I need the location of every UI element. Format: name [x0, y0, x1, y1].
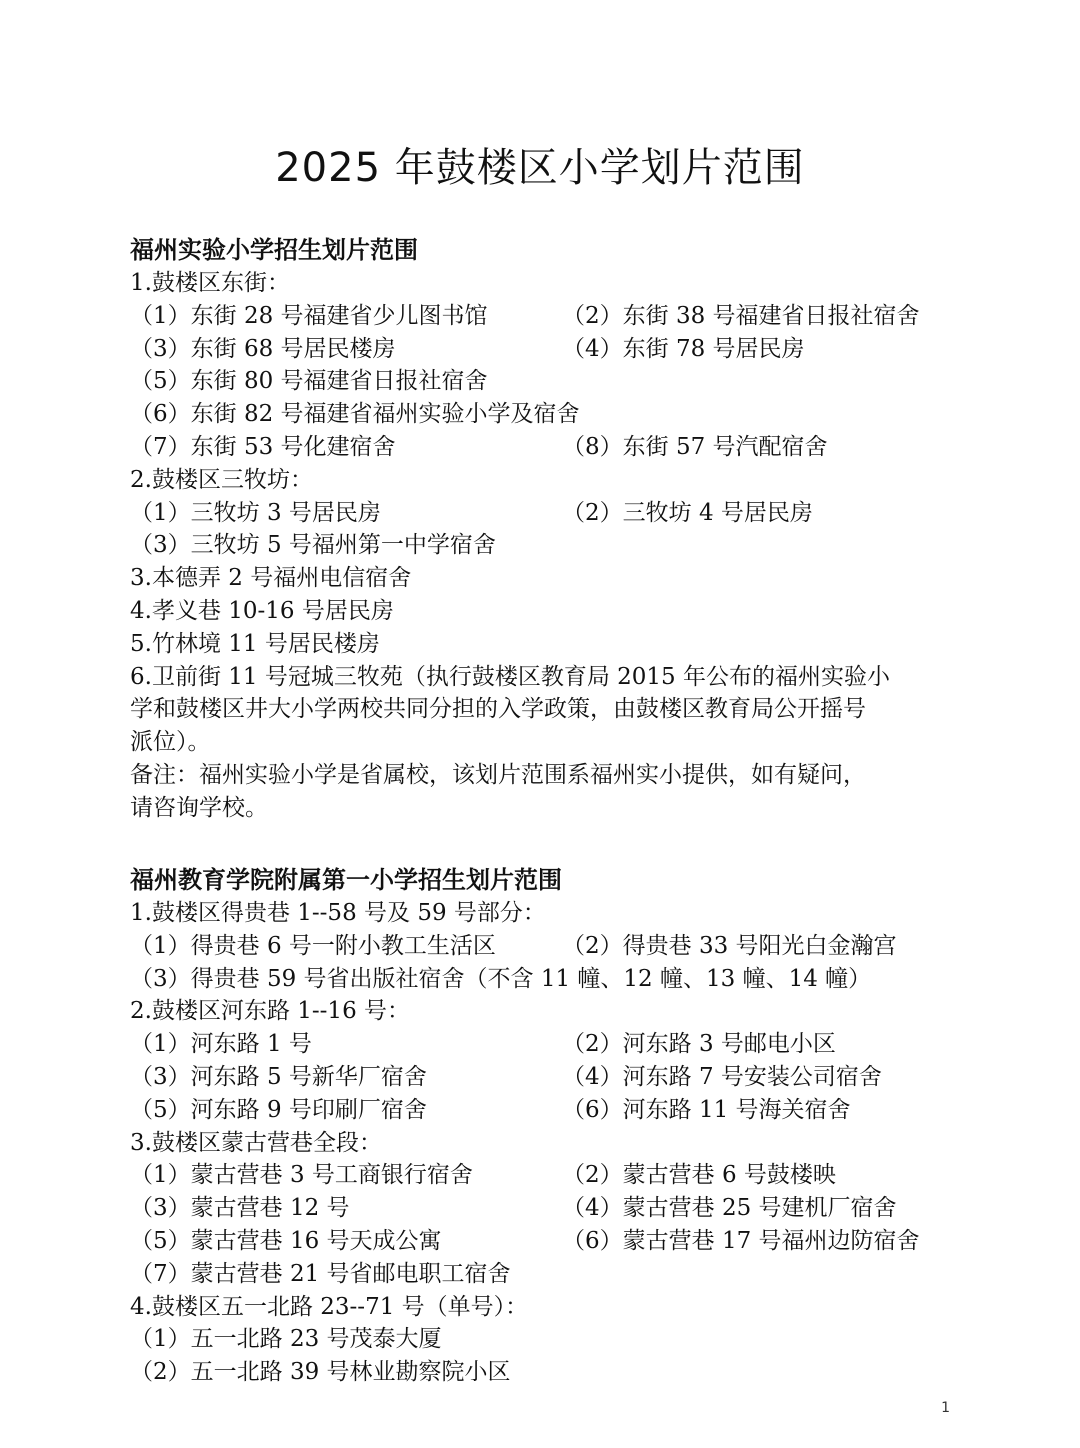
sub-item: （6）东街 82 号福建省福州实验小学及宿舍 — [130, 401, 580, 428]
list-item: 1.鼓楼区得贵巷 1--58 号及 59 号部分： — [130, 900, 546, 926]
sub-item: （7）东街 53 号化建宿舍 — [130, 433, 396, 460]
sub-item: （5）河东路 9 号印刷厂宿舍 — [130, 1096, 427, 1123]
list-item: 1.鼓楼区东街： — [130, 270, 290, 296]
section-fuzhou-experimental-primary — [130, 234, 960, 825]
sub-item: （3）三牧坊 5 号福州第一中学宿舍 — [130, 532, 496, 559]
list-item: 2.鼓楼区河东路 1--16 号： — [130, 998, 411, 1025]
sub-item: （1）蒙古营巷 3 号工商银行宿舍 — [130, 1162, 473, 1189]
note-line: 请咨询学校。 — [130, 794, 268, 821]
list-row — [130, 300, 960, 333]
list-item: 3.本德弄 2 号福州电信宿舍 — [130, 565, 412, 592]
sub-item: （4）东街 78 号居民房 — [562, 335, 805, 362]
list-row — [130, 497, 960, 530]
sub-item: （3）东街 68 号居民楼房 — [130, 335, 396, 362]
list-row — [130, 1094, 960, 1127]
sub-item: （7）蒙古营巷 21 号省邮电职工宿舍 — [130, 1260, 511, 1287]
sub-item: （4）蒙古营巷 25 号建机厂宿舍 — [562, 1195, 897, 1222]
list-item-line: 6.卫前街 11 号冠城三牧苑（执行鼓楼区教育局 2015 年公布的福州实验小 — [130, 663, 890, 690]
sub-item: （2）三牧坊 4 号居民房 — [562, 499, 813, 526]
sub-item: （5）蒙古营巷 16 号天成公寓 — [130, 1227, 442, 1254]
sub-item: （5）东街 80 号福建省日报社宿舍 — [130, 368, 488, 395]
list-row — [130, 1028, 960, 1061]
list-item-line: 学和鼓楼区井大小学两校共同分担的入学政策，由鼓楼区教育局公开摇号 — [130, 696, 866, 723]
sub-item: （6）河东路 11 号海关宿舍 — [562, 1096, 851, 1123]
page-title: 2025 年鼓楼区小学划片范围 — [275, 145, 805, 191]
list-row — [130, 930, 960, 963]
list-item: 4.孝义巷 10-16 号居民房 — [130, 597, 394, 624]
sub-item: （1）河东路 1 号 — [130, 1031, 312, 1058]
section-fuzhou-education-college-first-primary — [130, 864, 960, 1389]
sub-item: （1）得贵巷 6 号一附小教工生活区 — [130, 932, 496, 959]
sub-item: （3）蒙古营巷 12 号 — [130, 1195, 350, 1222]
list-item: 2.鼓楼区三牧坊： — [130, 466, 313, 493]
sub-item: （2）东街 38 号福建省日报社宿舍 — [562, 302, 920, 329]
list-item: 5.竹林境 11 号居民楼房 — [130, 630, 380, 657]
sub-item: （3）河东路 5 号新华厂宿舍 — [130, 1063, 427, 1090]
sub-item: （2）得贵巷 33 号阳光白金瀚宫 — [562, 932, 897, 959]
list-item: 4.鼓楼区五一北路 23--71 号（单号）： — [130, 1293, 529, 1320]
list-row — [130, 431, 960, 464]
section-heading: 福州教育学院附属第一小学招生划片范围 — [130, 866, 562, 894]
list-row — [130, 1159, 960, 1192]
sub-item: （1）东街 28 号福建省少儿图书馆 — [130, 302, 488, 329]
list-item: 3.鼓楼区蒙古营巷全段： — [130, 1129, 382, 1156]
list-row — [130, 1192, 960, 1225]
note-line: 备注：福州实验小学是省属校，该划片范围系福州实小提供，如有疑问， — [130, 761, 866, 788]
sub-item: （4）河东路 7 号安装公司宿舍 — [562, 1063, 882, 1090]
list-row — [130, 333, 960, 366]
section-heading: 福州实验小学招生划片范围 — [130, 236, 418, 264]
sub-item: （1）三牧坊 3 号居民房 — [130, 499, 381, 526]
sub-item: （8）东街 57 号汽配宿舍 — [562, 433, 828, 460]
list-row — [130, 1225, 960, 1258]
sub-item: （2）河东路 3 号邮电小区 — [562, 1031, 836, 1058]
list-row — [130, 1061, 960, 1094]
list-item-line: 派位）。 — [130, 729, 211, 756]
sub-item: （2）蒙古营巷 6 号鼓楼映 — [562, 1162, 836, 1189]
page-number: 1 — [941, 1400, 950, 1416]
sub-item: （3）得贵巷 59 号省出版社宿舍（不含 11 幢、12 幢、13 幢、14 幢） — [130, 965, 872, 992]
sub-item: （6）蒙古营巷 17 号福州边防宿舍 — [562, 1227, 920, 1254]
sub-item: （1）五一北路 23 号茂泰大厦 — [130, 1326, 442, 1353]
sub-item: （2）五一北路 39 号林业勘察院小区 — [130, 1359, 511, 1386]
